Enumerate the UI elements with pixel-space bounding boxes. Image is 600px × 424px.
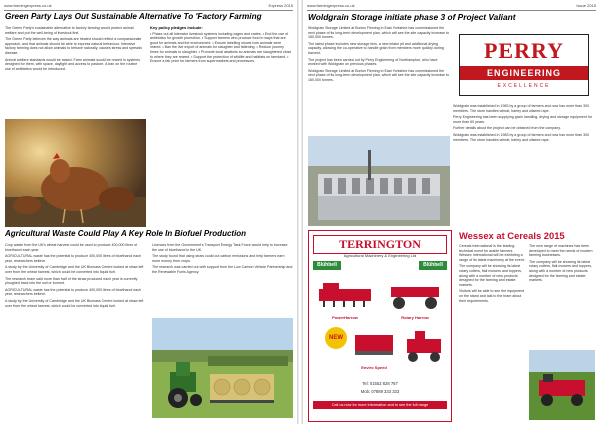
paragraph: AGRICULTURAL waste has the potential to produce 400,000 litres of bioethanol each year, researchers believe. <box>5 287 142 297</box>
brand-logo: Blühbell <box>313 261 341 270</box>
page-header <box>307 2 596 11</box>
paragraph: The Green Party's sustainable alternative to factory farming would protect animal welfare and put the well-being of livestock first. <box>5 26 134 35</box>
product-1-label: PowerHarrow <box>332 315 358 320</box>
paragraph: • Phase out all intensive livestock systems including cages and crates. • End the use of antibiotics for growth promotion. • Support farmers who produce food in ways that are good for animals and the environment. • Ensure labelling shows how animals were reared. • Ban the live export of animals for slaughter and fattening. • Reduce journey times for animals to slaughter. • Promote local abattoirs so animals are slaughtered close to where they are reared. • Support the protection of wildlife and habitats on farmland. • Ensure a fair price for farmers from supermarkets and processors. <box>150 31 292 64</box>
paragraph: The research team said more than half of the straw produced each year is currently ploughed back into the soil or burned. <box>5 276 138 286</box>
woldgrain-headline: Woldgrain Storage initiate phase 3 of Project Valiant <box>308 12 516 22</box>
paragraph: Woldgrain Storage Limited at Burton Fleming in East Yorkshire has commissioned the next phase of its long-term development plan, which will see the site capacity increase to 160,000 tonnes. <box>308 26 450 40</box>
green-party-policies <box>150 26 292 228</box>
new-badge: NEW <box>325 327 347 349</box>
perry-logo <box>453 26 594 102</box>
page-header <box>4 2 293 11</box>
paragraph: The company will be showing its latest rotary cutters, flail mowers and toppers, along with a number of new products designed for the farming and estate markets. <box>529 259 592 283</box>
paragraph: The company will be showing its latest rotary cutters, flail mowers and toppers, along with a number of new products designed for the farming and estate markets. <box>459 264 522 287</box>
paragraph: Licences from the Government's Transport Energy Task Force would help to increase the use of bioethanol in the UK. <box>152 243 288 252</box>
policy-heading: Key policy pledges include: <box>150 26 203 30</box>
chickens-photo <box>5 119 146 227</box>
mower-image <box>401 323 447 367</box>
header-issue: Issue 2015 <box>576 3 596 8</box>
terrington-footer: Call us now for more information and to see the full range <box>313 401 447 409</box>
paragraph: Woldgrain was established in 1983 by a group of farmers and now has more than 300 members. The store handles wheat, barley and oilseed rape. <box>453 104 590 113</box>
woldgrain-body-col2 <box>453 104 595 228</box>
paragraph: The study found that using straw could cut carbon emissions and help farmers earn more money from crops. <box>152 254 285 263</box>
brand-logo: Blühbell <box>419 261 447 270</box>
perry-name: PERRY <box>483 38 564 63</box>
paragraph: The latest phase includes new storage bins, a new intake pit and additional drying capacity, allowing the co-operative to handle grain from members more quickly during harvest. <box>308 41 444 55</box>
flail-image <box>349 323 399 363</box>
terrington-advert <box>308 230 452 422</box>
paragraph: A study by the University of Cambridge and the UK Biomass Centre looked at straw left over from the wheat harvest, which could be converted into liquid fuel. <box>5 298 144 308</box>
biofuel-body-col1 <box>5 243 147 419</box>
paragraph: A study by the University of Cambridge and the UK Biomass Centre looked at straw left over from the wheat harvest, which could be converted into liquid fuel. <box>5 265 144 274</box>
wessex-headline: Wessex at Cereals 2015 <box>459 230 565 241</box>
paragraph: The Green Party believes the way animals are treated should reflect a compassionate approach, and that animals should be able to express natural behaviour. Intensive factory farming does not allow animals to behave naturally, causes stress and spreads disease. <box>5 37 142 55</box>
paragraph: Crop waste from the UK's wheat harvest could be used to produce 400,000 litres of bioethanol each year. <box>5 243 138 252</box>
contact-1: Tel: 01553 828 787 <box>362 381 398 386</box>
perry-sub: ENGINEERING <box>486 68 561 78</box>
header-issue: Express 2015 <box>268 3 293 8</box>
wessex-body-col1 <box>459 244 525 420</box>
wessex-mower-photo <box>529 350 595 420</box>
paragraph: Cereals International is the leading technical event for arable farmers. Wessex International will be exhibiting a range of its latest machinery at the event. <box>459 244 525 262</box>
power-harrow-image <box>313 273 377 313</box>
terrington-company: TERRINGTON <box>313 235 447 254</box>
paragraph: The project has been carried out by Perry Engineering of Northampton, who have worked with Woldgrain on previous phases. <box>308 57 438 67</box>
woldgrain-body-col1 <box>308 26 450 134</box>
rotary-harrow-image <box>383 273 447 313</box>
product-2-label: Rotary Harrow <box>401 315 429 320</box>
right-page <box>303 0 600 424</box>
biofuel-headline: Agricultural Waste Could Play A Key Role In Biofuel Production <box>5 229 247 238</box>
grain-store-photo <box>308 136 450 226</box>
paragraph: Further details about the project can be obtained from the company. <box>453 126 561 131</box>
paragraph: Visitors will be able to see the equipment on the stand and talk to the team about their requirements. <box>459 289 525 303</box>
left-page <box>0 0 297 424</box>
perry-tag: EXCELLENCE <box>497 83 551 89</box>
contact-2: Mob: 07889 333 333 <box>360 389 400 394</box>
paragraph: AGRICULTURAL waste has the potential to produce 400,000 litres of bioethanol each year, researchers believe. <box>5 254 142 263</box>
header-url: www.farmingexpress.co.uk <box>4 3 52 8</box>
header-url: www.farmingexpress.co.uk <box>307 3 355 8</box>
paragraph: Woldgrain Storage Limited at Burton Fleming in East Yorkshire has commissioned the next phase of its long-term development plan, which will see the site capacity increase to 160,000 tonnes. <box>308 68 450 82</box>
paragraph: Animal welfare standards would be raised. Farm animals would be reared in systems designed for them, with space, daylight and access to pasture. A ban on the routine use of antibiotics would be introduced. <box>5 57 141 71</box>
flail-label: Enviro Speed <box>361 365 387 370</box>
paragraph: The research was carried out with support from the Low Carbon Vehicle Partnership and the Renewable Fuels Agency. <box>152 265 293 274</box>
green-party-headline: Green Party Lays Out Sustainable Alternative To 'Factory Farming <box>5 12 262 21</box>
tractor-bales-photo <box>152 318 293 418</box>
green-party-body <box>5 26 143 118</box>
paragraph: The new range of machines has been developed to meet the needs of modern farming businesses. <box>529 244 593 258</box>
paragraph: Woldgrain was established in 1983 by a group of farmers and now has more than 300 members. The store handles wheat, barley and oilseed rape. <box>453 132 590 142</box>
wessex-body-col2 <box>529 244 595 348</box>
terrington-subtitle: Agricultural Machinery & Engineering Ltd <box>343 253 417 258</box>
biofuel-body-col2 <box>152 243 293 317</box>
paragraph: Perry Engineering has been supplying grain handling, drying and storage equipment for more than 60 years. <box>453 115 593 124</box>
